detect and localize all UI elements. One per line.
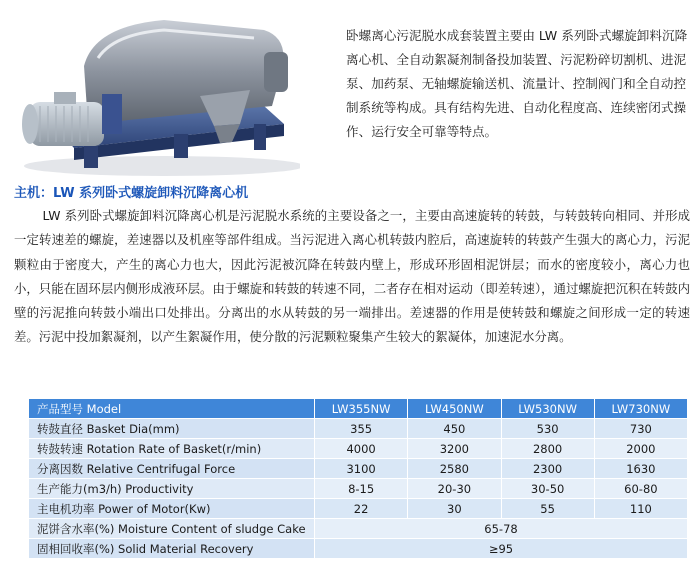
table-cell: 2800 (501, 439, 594, 459)
table-row (29, 519, 688, 539)
table-header-cell: LW730NW (594, 399, 687, 419)
table-cell: 530 (501, 419, 594, 439)
table-cell: 2300 (501, 459, 594, 479)
row-label: 主电机功率 Power of Motor(Kw) (29, 499, 315, 519)
table-cell: 55 (501, 499, 594, 519)
table-cell: 355 (315, 419, 408, 439)
table-cell-merged: ≥95 (315, 539, 688, 559)
table-cell: 20-30 (408, 479, 501, 499)
table-row (29, 459, 688, 479)
table-cell: 30-50 (501, 479, 594, 499)
table-cell: 450 (408, 419, 501, 439)
table-cell: 4000 (315, 439, 408, 459)
row-label: 泥饼含水率(%) Moisture Content of sludge Cake (29, 519, 315, 539)
table-header-cell: LW530NW (501, 399, 594, 419)
table-cell: 22 (315, 499, 408, 519)
table-cell: 3200 (408, 439, 501, 459)
table-cell: 3100 (315, 459, 408, 479)
table-header-model: 产品型号 Model (29, 399, 315, 419)
description-paragraph: LW 系列卧式螺旋卸料沉降离心机是污泥脱水系统的主要设备之一，主要由高速旋转的转鼓，与转鼓转向相同、并形成一定转速差的螺旋，差速器以及机座等部件组成。当污泥进入离心机转鼓内腔后，高速旋转的转鼓产生强大的离心力，污泥颗粒由于密度大，产生的离心力也大，因此污泥被沉降在转鼓内壁上，形成环形固相泥饼层；而水的密度较小，离心力也小，只能在固环层内侧形成液环层。由于螺旋和转鼓的转速不同，二者存在相对运动（即差转速），通过螺旋把沉积在转鼓内壁的污泥推向转鼓小端出口处排出。分离出的水从转鼓的另一端排出。差速器的作用是使转鼓和螺旋之间形成一定的转速差。污泥中投加絮凝剂，以产生絮凝作用，使分散的污泥颗粒聚集产生较大的絮凝体，加速泥水分离。 (14, 208, 690, 345)
row-label: 转鼓直径 Basket Dia(mm) (29, 419, 315, 439)
table-cell: 1630 (594, 459, 687, 479)
table-cell: 30 (408, 499, 501, 519)
row-label: 转鼓转速 Rotation Rate of Basket(r/min) (29, 439, 315, 459)
table-cell-merged: 65-78 (315, 519, 688, 539)
row-label: 生产能力(m3/h) Productivity (29, 479, 315, 499)
table-row (29, 539, 688, 559)
table-header-cell: LW450NW (408, 399, 501, 419)
spec-table (28, 398, 688, 559)
section-title: 主机：LW 系列卧式螺旋卸料沉降离心机 (14, 186, 249, 201)
table-row (29, 479, 688, 499)
table-cell: 2000 (594, 439, 687, 459)
row-label: 分离因数 Relative Centrifugal Force (29, 459, 315, 479)
table-row (29, 419, 688, 439)
row-label: 固相回收率(%) Solid Material Recovery (29, 539, 315, 559)
table-row (29, 439, 688, 459)
table-cell: 8-15 (315, 479, 408, 499)
centrifuge-machine-image (14, 6, 300, 178)
description-text (14, 204, 690, 350)
table-row (29, 499, 688, 519)
table-header-row (29, 399, 688, 419)
table-header-cell: LW355NW (315, 399, 408, 419)
table-cell: 110 (594, 499, 687, 519)
table-cell: 730 (594, 419, 687, 439)
table-cell: 2580 (408, 459, 501, 479)
table-cell: 60-80 (594, 479, 687, 499)
intro-paragraph: 卧螺离心污泥脱水成套装置主要由 LW 系列卧式螺旋卸料沉降离心机、全自动絮凝剂制备投加装置、污泥粉碎切割机、进泥泵、加药泵、无轴螺旋输送机、流量计、控制阀门和全自动控制系统等构成。具有结构先进、自动化程度高、连续密闭式操作、运行安全可靠等特点。 (346, 28, 688, 139)
